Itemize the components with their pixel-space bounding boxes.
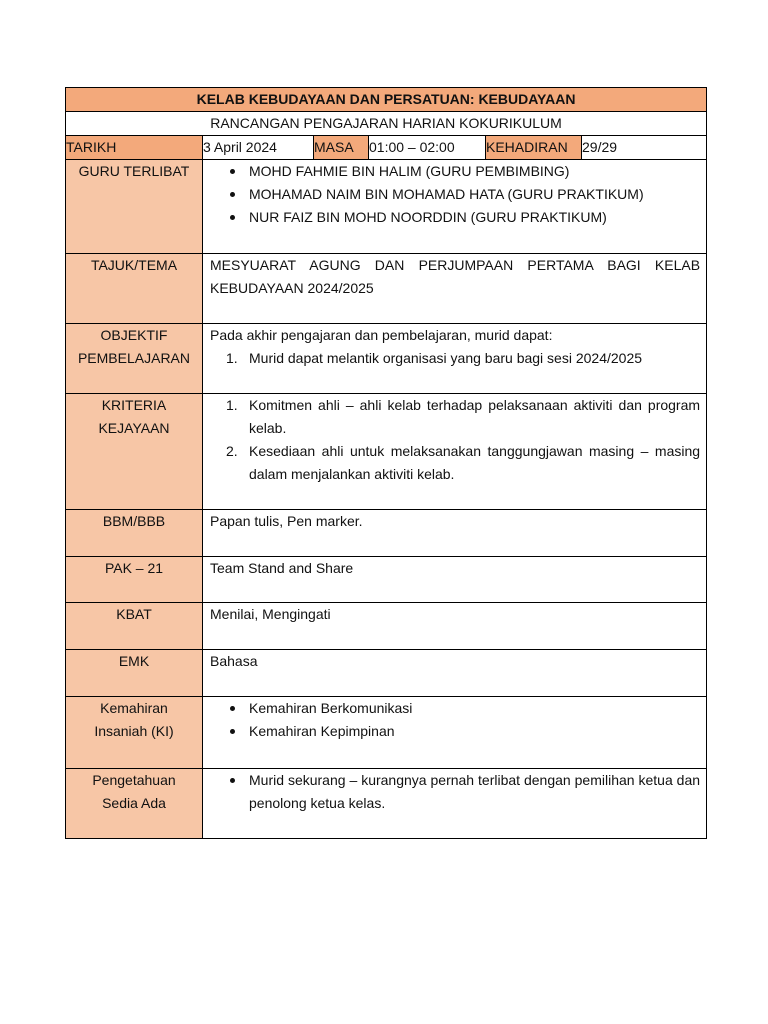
list-item: NUR FAIZ BIN MOHD NOORDDIN (GURU PRAKTIKUM): [203, 206, 700, 229]
item-text: Komitmen ahli – ahli kelab terhadap pelaksanaan aktiviti dan program kelab.: [249, 397, 701, 436]
club-title: KELAB KEBUDAYAAN DAN PERSATUAN: KEBUDAYAAN: [66, 88, 707, 112]
pengetahuan-label-line1: Pengetahuan: [92, 772, 176, 788]
guru-value: [203, 160, 707, 254]
pengetahuan-label-line2: Sedia Ada: [102, 795, 166, 811]
pengetahuan-row: [66, 769, 707, 839]
bbm-value: Papan tulis, Pen marker.: [203, 510, 707, 557]
ki-list: [203, 697, 700, 743]
bbm-label: BBM/BBB: [66, 510, 203, 557]
objektif-label-line2: PEMBELAJARAN: [77, 350, 191, 366]
tajuk-row: [66, 254, 707, 324]
guru-list: [203, 160, 700, 229]
item-text: Kesediaan ahli untuk melaksanakan tanggungjawan masing – masing dalam menjalankan aktiviti kelab.: [249, 443, 701, 482]
ki-label: [66, 697, 203, 769]
plan-subtitle: RANCANGAN PENGAJARAN HARIAN KOKURIKULUM: [66, 112, 707, 136]
tajuk-value: MESYUARAT AGUNG DAN PERJUMPAAN PERTAMA BAGI KELAB KEBUDAYAAN 2024/2025: [203, 254, 707, 324]
ki-row: [66, 697, 707, 769]
objektif-label: [66, 324, 203, 394]
kehadiran-label: KEHADIRAN: [486, 136, 582, 160]
guru-row: [66, 160, 707, 254]
kbat-row: [66, 603, 707, 650]
list-item: [203, 440, 700, 486]
objektif-intro: Pada akhir pengajaran dan pembelajaran, murid dapat:: [210, 327, 553, 343]
list-item: Kemahiran Kepimpinan: [203, 720, 700, 743]
emk-row: [66, 650, 707, 697]
kriteria-list: [203, 394, 700, 486]
item-number: 1.: [226, 397, 238, 413]
pak-label: PAK – 21: [66, 557, 203, 603]
tajuk-label: TAJUK/TEMA: [66, 254, 203, 324]
pak-row: [66, 557, 707, 603]
kriteria-label-line1: KRITERIA: [101, 397, 167, 413]
kriteria-label: [66, 394, 203, 510]
kbat-value: Menilai, Mengingati: [203, 603, 707, 650]
list-item: MOHD FAHMIE BIN HALIM (GURU PEMBIMBING): [203, 160, 700, 183]
tarikh-label: TARIKH: [66, 136, 203, 160]
item-number: 2.: [226, 443, 238, 459]
emk-value: Bahasa: [203, 650, 707, 697]
pengetahuan-value: [203, 769, 707, 839]
kehadiran-value: 29/29: [582, 136, 707, 160]
emk-label: EMK: [66, 650, 203, 697]
bbm-row: [66, 510, 707, 557]
kbat-label: KBAT: [66, 603, 203, 650]
ki-value: [203, 697, 707, 769]
ki-label-line1: Kemahiran: [100, 700, 168, 716]
pengetahuan-list: [203, 769, 700, 815]
objektif-value: [203, 324, 707, 394]
masa-value: 01:00 – 02:00: [369, 136, 486, 160]
title-row: [66, 88, 707, 112]
list-item: Kemahiran Berkomunikasi: [203, 697, 700, 720]
subtitle-row: [66, 112, 707, 136]
list-item: MOHAMAD NAIM BIN MOHAMAD HATA (GURU PRAKTIKUM): [203, 183, 700, 206]
objektif-list: [203, 347, 700, 370]
objektif-row: [66, 324, 707, 394]
item-text: Murid dapat melantik organisasi yang baru bagi sesi 2024/2025: [249, 350, 643, 366]
kriteria-value: [203, 394, 707, 510]
info-row: [66, 136, 707, 160]
list-item: [203, 347, 700, 370]
lesson-plan-table: [65, 87, 707, 839]
list-item: [203, 394, 700, 440]
item-number: 1.: [226, 350, 238, 366]
guru-label: GURU TERLIBAT: [66, 160, 203, 254]
list-item: Murid sekurang – kurangnya pernah terlibat dengan pemilihan ketua dan penolong ketua kelas.: [203, 769, 700, 815]
masa-label: MASA: [314, 136, 369, 160]
ki-label-line2: Insaniah (KI): [94, 723, 174, 739]
objektif-label-line1: OBJEKTIF: [100, 327, 168, 343]
kriteria-label-line2: KEJAYAAN: [98, 420, 170, 436]
kriteria-row: [66, 394, 707, 510]
pengetahuan-label: [66, 769, 203, 839]
tarikh-value: 3 April 2024: [203, 136, 314, 160]
pak-value: Team Stand and Share: [203, 557, 707, 603]
